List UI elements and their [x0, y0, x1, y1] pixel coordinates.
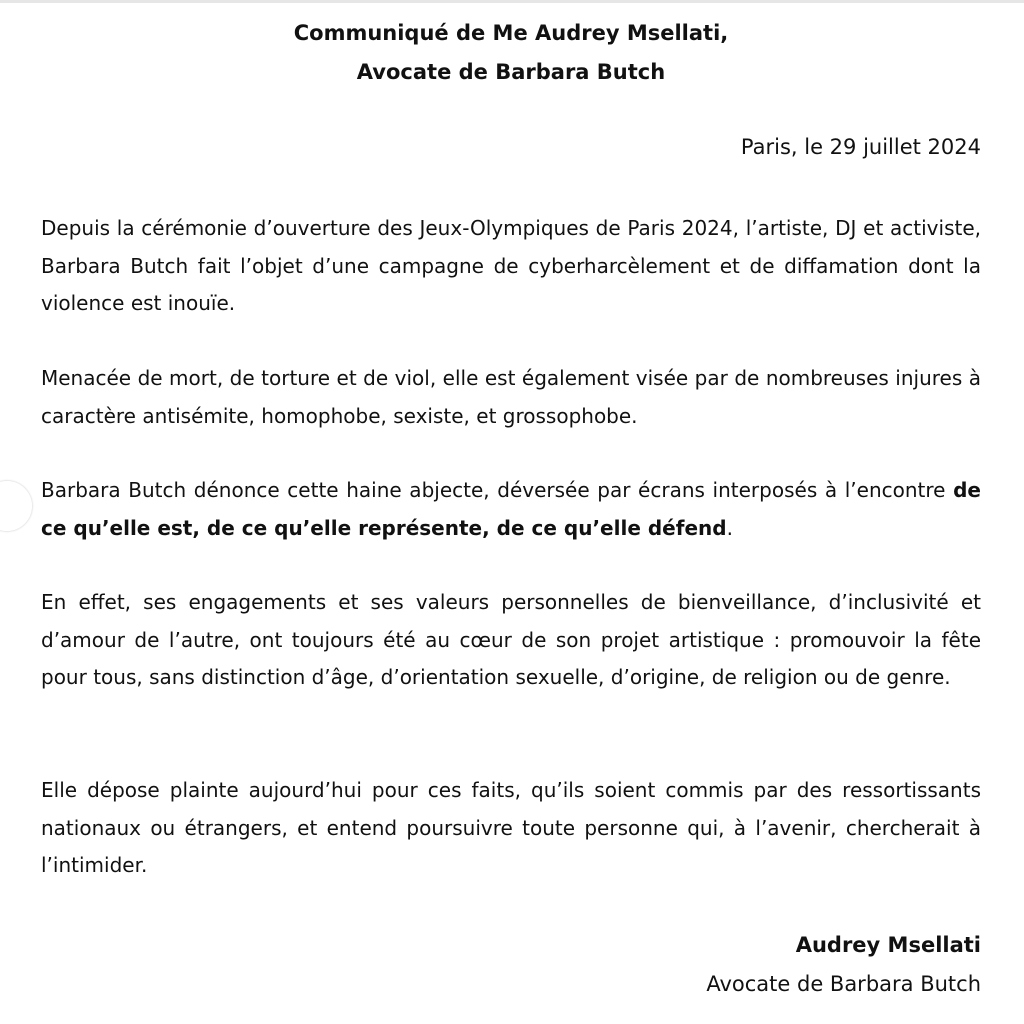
document-title-line1: Communiqué de Me Audrey Msellati,: [293, 21, 729, 45]
paragraph-5: Elle dépose plainte aujourd’hui pour ces faits, qu’ils soient commis par des ressortissants nationaux ou étrangers, et entend poursuivre toute personne qui, à l’avenir, chercherait à l’intimider.: [41, 778, 981, 877]
paragraph-1: Depuis la cérémonie d’ouverture des Jeux-Olympiques de Paris 2024, l’artiste, DJ et activiste, Barbara Butch fait l’objet d’une campagne de cyberharcèlement et de diffamation dont la violence est inouïe.: [41, 216, 981, 315]
press-release-document: [41, 0, 981, 1024]
paragraph-3-emphasis: de ce qu’elle est, de ce qu’elle représente, de ce qu’elle défend: [41, 478, 981, 540]
paragraph-3: [41, 472, 981, 547]
document-date: Paris, le 29 juillet 2024: [740, 135, 981, 159]
document-title-line2: Avocate de Barbara Butch: [356, 60, 666, 84]
signature-role: Avocate de Barbara Butch: [706, 972, 981, 996]
paragraph-3-text: Barbara Butch dénonce cette haine abjecte, déversée par écrans interposés à l’encontre: [41, 478, 954, 502]
signature-name: Audrey Msellati: [795, 933, 981, 957]
carousel-prev-ring-icon[interactable]: [0, 481, 32, 531]
paragraph-2: Menacée de mort, de torture et de viol, elle est également visée par de nombreuses injures à caractère antisémite, homophobe, sexiste, et grossophobe.: [41, 366, 981, 428]
paragraph-3-end: .: [726, 515, 733, 540]
paragraph-4: En effet, ses engagements et ses valeurs personnelles de bienveillance, d’inclusivité et d’amour de l’autre, ont toujours été au cœur de son projet artistique : promouvoir la fête pour tous, sans distinction d’âge, d’orientation sexuelle, d’origine, de religion ou de genre.: [41, 590, 981, 689]
